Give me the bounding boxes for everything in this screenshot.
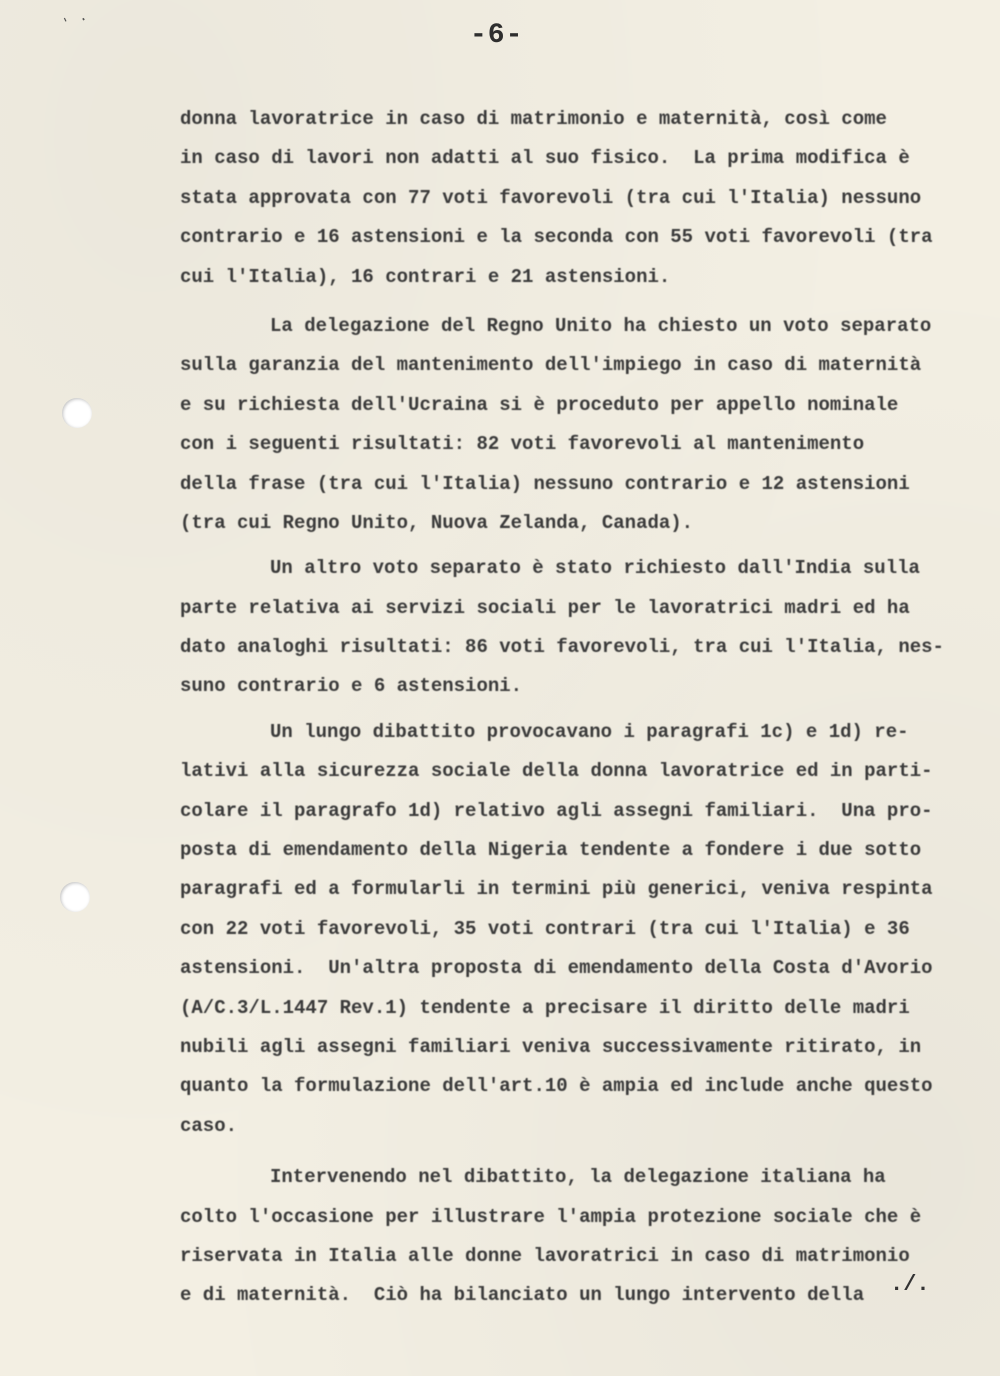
text-line: con 22 voti favorevoli, 35 voti contrari (tra cui l'Italia) e 36: [180, 917, 910, 940]
text-line: riservata in Italia alle donne lavoratrici in caso di matrimonio: [180, 1244, 910, 1267]
paragraph: [180, 713, 955, 1146]
paragraph: [180, 100, 955, 297]
text-line: colto l'occasione per illustrare l'ampia protezione sociale che è: [180, 1205, 922, 1228]
text-line: nubili agli assegni familiari veniva successivamente ritirato, in: [180, 1035, 922, 1058]
page-number: -6-: [470, 20, 524, 51]
continuation-mark: ./.: [890, 1272, 930, 1297]
corner-mark: ' .: [59, 7, 90, 33]
text-line: e di maternità. Ciò ha bilanciato un lungo intervento della: [180, 1284, 865, 1307]
text-line: posta di emendamento della Nigeria tendente a fondere i due sotto: [180, 839, 922, 862]
text-line: colare il paragrafo 1d) relativo agli assegni familiari. Una pro-: [180, 799, 933, 822]
text-line: stata approvata con 77 voti favorevoli (tra cui l'Italia) nessuno: [180, 186, 922, 209]
text-line: Un lungo dibattito provocavano i paragrafi 1c) e 1d) re-: [270, 720, 909, 743]
text-line: parte relativa ai servizi sociali per le lavoratrici madri ed ha: [180, 596, 910, 619]
text-line: lativi alla sicurezza sociale della donna lavoratrice ed in parti-: [180, 760, 933, 783]
text-line: sulla garanzia del mantenimento dell'impiego in caso di maternità: [180, 354, 922, 377]
text-line: La delegazione del Regno Unito ha chiesto un voto separato: [270, 314, 932, 337]
paragraph: [180, 307, 955, 543]
text-line: (tra cui Regno Unito, Nuova Zelanda, Canada).: [180, 511, 694, 534]
text-line: donna lavoratrice in caso di matrimonio e maternità, così come: [180, 108, 887, 130]
text-line: con i seguenti risultati: 82 voti favorevoli al mantenimento: [180, 433, 865, 456]
text-line: contrario e 16 astensioni e la seconda con 55 voti favorevoli (tra: [180, 226, 933, 249]
punch-hole-top: [62, 398, 92, 428]
text-line: della frase (tra cui l'Italia) nessuno contrario e 12 astensioni: [180, 472, 910, 495]
text-line: caso.: [180, 1114, 238, 1137]
text-line: (A/C.3/L.1447 Rev.1) tendente a precisare il diritto delle madri: [180, 996, 910, 1019]
text-line: dato analoghi risultati: 86 voti favorevoli, tra cui l'Italia, nes-: [180, 636, 944, 659]
text-line: cui l'Italia), 16 contrari e 21 astensioni.: [180, 265, 671, 288]
text-line: Intervenendo nel dibattito, la delegazione italiana ha: [270, 1166, 886, 1189]
text-line: quanto la formulazione dell'art.10 è ampia ed include anche questo: [180, 1075, 933, 1098]
text-line: Un altro voto separato è stato richiesto dall'India sulla: [270, 557, 920, 580]
text-line: e su richiesta dell'Ucraina si è proceduto per appello nominale: [180, 393, 899, 416]
document-body: [180, 100, 955, 1316]
text-line: astensioni. Un'altra proposta di emendamento della Costa d'Avorio: [180, 957, 933, 980]
text-line: in caso di lavori non adatti al suo fisico. La prima modifica è: [180, 147, 910, 170]
punch-hole-bottom: [60, 882, 90, 912]
text-line: paragrafi ed a formularli in termini più generici, veniva respinta: [180, 878, 933, 901]
text-line: suno contrario e 6 astensioni.: [180, 675, 523, 698]
paragraph: [180, 549, 955, 707]
paragraph: [180, 1158, 955, 1316]
